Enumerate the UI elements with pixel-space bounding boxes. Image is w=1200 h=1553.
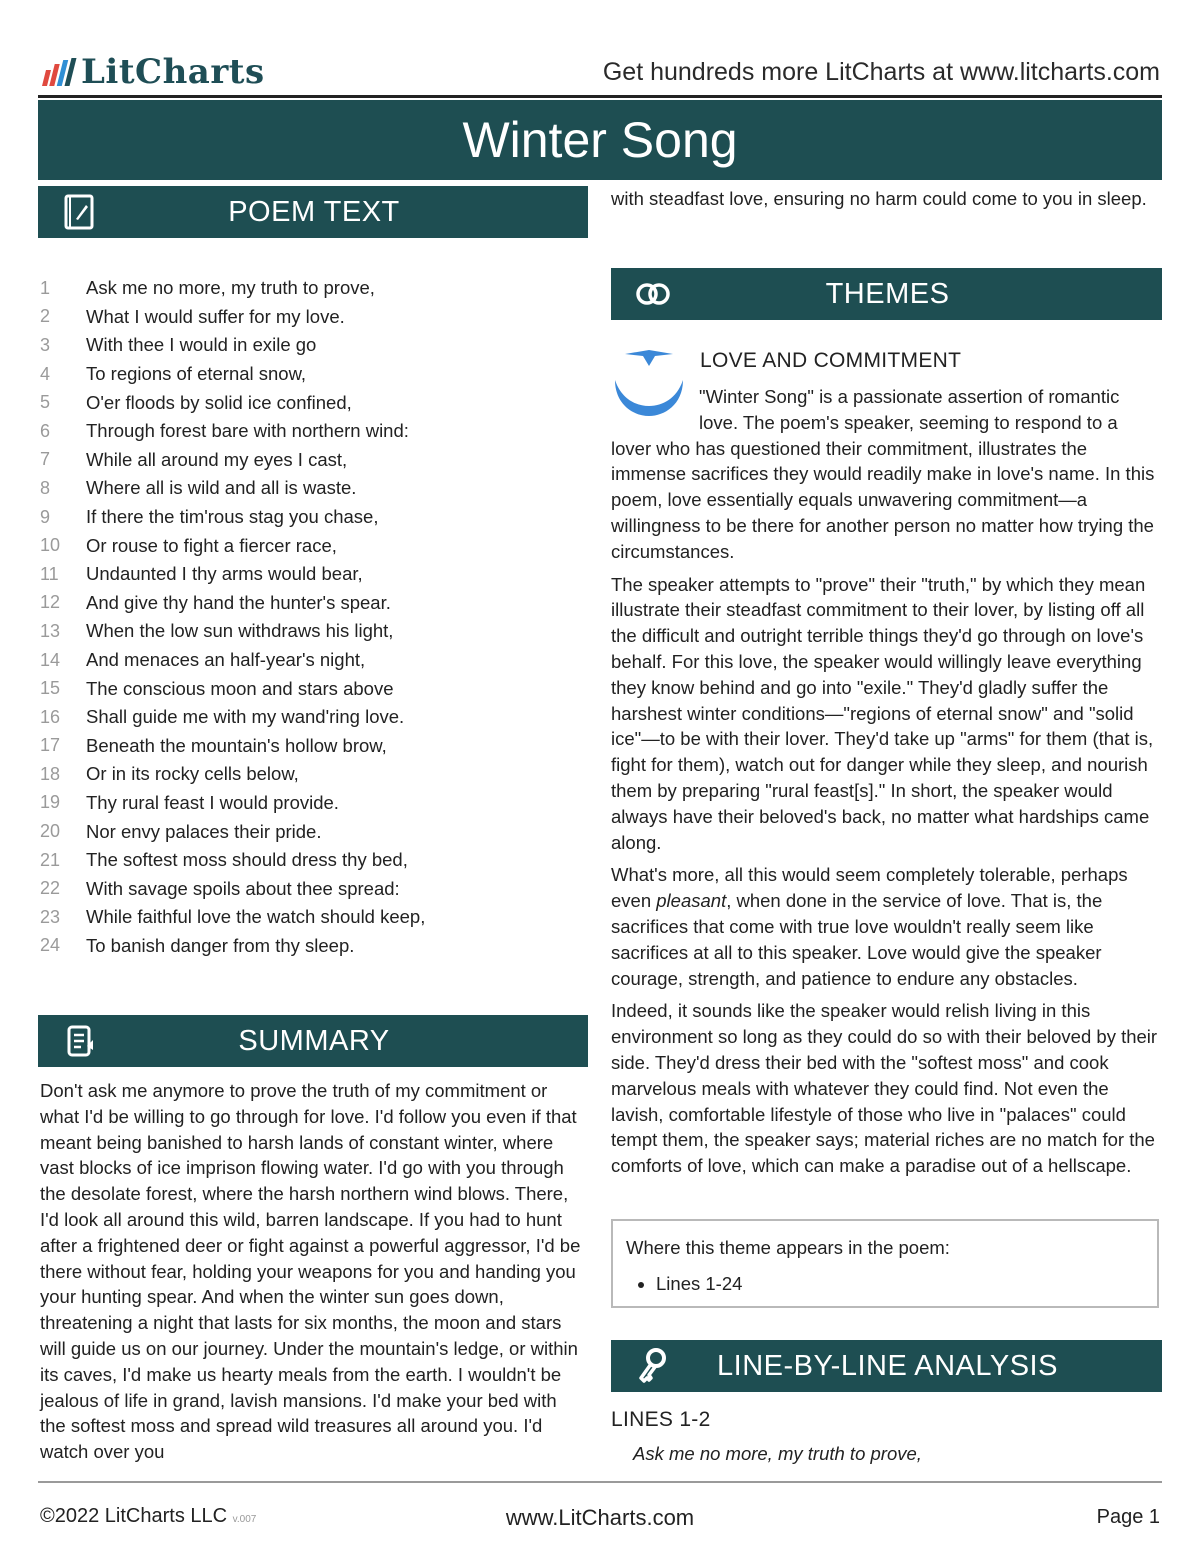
poem-line bbox=[40, 874, 580, 903]
key-icon bbox=[633, 1346, 673, 1386]
poem-line-text: With thee I would in exile go bbox=[86, 334, 317, 356]
theme-paragraph: The speaker attempts to "prove" their "truth," by which they mean illustrate their steadfast commitment to their lover, by listing off all the difficult and outright terrible things they'd go through on love's behalf. For this love, the speaker would willingly leave everything they know behind and go into "exile." They'd gladly suffer the harshest winter conditions—"regions of eternal snow" and "solid ice"—to be with their lover. They'd take up "arms" for them (that is, fight for them), watch out for danger while they sleep, and nourish them by preparing "rural feast[s]." In short, the speaker would always have their beloved's back, no matter what hardships came along. bbox=[611, 573, 1154, 853]
page-title: Winter Song bbox=[38, 100, 1162, 180]
poem-line bbox=[40, 760, 580, 789]
poem-line-text: Shall guide me with my wand'ring love. bbox=[86, 706, 405, 728]
poem-line bbox=[40, 846, 580, 875]
footer-url bbox=[0, 1505, 1200, 1531]
poem-text bbox=[40, 274, 580, 960]
poem-line-text: Thy rural feast I would provide. bbox=[86, 791, 339, 813]
line-number: 12 bbox=[40, 592, 61, 613]
line-number: 22 bbox=[40, 878, 61, 899]
poem-line-text: Ask me no more, my truth to prove, bbox=[86, 277, 375, 299]
poem-line-text: Through forest bare with northern wind: bbox=[86, 420, 409, 442]
line-number: 17 bbox=[40, 735, 61, 756]
section-title: LINE-BY-LINE ANALYSIS bbox=[717, 1349, 1058, 1382]
poem-line-text: While faithful love the watch should keep, bbox=[86, 906, 426, 928]
theme-body bbox=[611, 384, 1159, 1186]
version-text: v.007 bbox=[232, 1514, 257, 1525]
poem-line-text: When the low sun withdraws his light, bbox=[86, 620, 394, 642]
theme-appearances-heading: Where this theme appears in the poem: bbox=[626, 1237, 950, 1258]
poem-line-text: While all around my eyes I cast, bbox=[86, 448, 348, 470]
poem-line bbox=[40, 531, 580, 560]
theme-paragraph-text: What's more, all this would seem completely tolerable, perhaps even bbox=[611, 864, 1128, 912]
theme-appearance-link[interactable]: • Lines 1-24 bbox=[656, 1273, 742, 1295]
theme-appearances-box bbox=[611, 1219, 1159, 1308]
section-header-poem-text bbox=[38, 186, 588, 238]
poem-line bbox=[40, 932, 580, 961]
poem-line bbox=[40, 589, 580, 618]
analysis-lines-label: LINES 1-2 bbox=[611, 1408, 711, 1431]
theme-paragraph: Indeed, it sounds like the speaker would relish living in this environment so long as they could do so with their beloved by their side. They'd dress their bed with the "softest moss" and cook marvelous meals with whatever they could find. Not even the lavish, comfortable lifestyle of those who live in "palaces" could tempt them, the speaker says; material riches are no match for the comforts of love, which can make a paradise out of a hellscape. bbox=[611, 1000, 1158, 1177]
poem-line bbox=[40, 474, 580, 503]
header-rule bbox=[38, 95, 1162, 98]
poem-line bbox=[40, 703, 580, 732]
line-number: 13 bbox=[40, 620, 61, 641]
line-number: 20 bbox=[40, 821, 61, 842]
page-number: Page 1 bbox=[1096, 1506, 1160, 1528]
line-number: 2 bbox=[40, 306, 51, 327]
logo-text: LitCharts bbox=[81, 52, 265, 92]
poem-line-text: Nor envy palaces their pride. bbox=[86, 820, 322, 842]
poem-line bbox=[40, 789, 580, 818]
theme-title: LOVE AND COMMITMENT bbox=[700, 349, 962, 372]
poem-line-text: What I would suffer for my love. bbox=[86, 305, 345, 327]
poem-line-text: And menaces an half-year's night, bbox=[86, 649, 366, 671]
line-number: 5 bbox=[40, 392, 51, 413]
poem-line-text: With savage spoils about thee spread: bbox=[86, 877, 400, 899]
poem-line bbox=[40, 360, 580, 389]
poem-line bbox=[40, 331, 580, 360]
section-header-analysis bbox=[611, 1340, 1162, 1392]
poem-line-text: The conscious moon and stars above bbox=[86, 677, 394, 699]
line-number: 11 bbox=[40, 563, 59, 584]
line-number: 10 bbox=[40, 535, 61, 556]
theme-paragraph bbox=[611, 384, 1159, 565]
rings-icon bbox=[633, 274, 673, 314]
section-title: THEMES bbox=[825, 277, 950, 310]
line-number: 7 bbox=[40, 449, 51, 470]
analysis-quote: Ask me no more, my truth to prove, bbox=[633, 1443, 922, 1464]
line-number: 15 bbox=[40, 678, 61, 699]
line-number: 23 bbox=[40, 906, 61, 927]
poem-line bbox=[40, 560, 580, 589]
litcharts-logo[interactable] bbox=[44, 52, 265, 92]
section-header-themes bbox=[611, 268, 1162, 320]
book-icon bbox=[60, 192, 100, 232]
logo-bars-icon bbox=[44, 58, 73, 86]
poem-line-text: To banish danger from thy sleep. bbox=[86, 934, 355, 956]
poem-line-text: Beneath the mountain's hollow brow, bbox=[86, 734, 387, 756]
poem-line bbox=[40, 446, 580, 475]
poem-line-text: Undaunted I thy arms would bear, bbox=[86, 563, 363, 585]
poem-line bbox=[40, 903, 580, 932]
line-number: 1 bbox=[40, 277, 51, 298]
summary-continued-text: with steadfast love, ensuring no harm could come to you in sleep. bbox=[611, 188, 1147, 209]
line-number: 8 bbox=[40, 477, 51, 498]
poem-line bbox=[40, 732, 580, 761]
poem-line bbox=[40, 303, 580, 332]
line-number: 16 bbox=[40, 706, 61, 727]
section-title: POEM TEXT bbox=[228, 195, 400, 228]
header-tagline[interactable]: Get hundreds more LitCharts at www.litcharts.com bbox=[602, 58, 1160, 86]
poem-line-text: The softest moss should dress thy bed, bbox=[86, 849, 408, 871]
theme-paragraph-text: , when done in the service of love. That is, the sacrifices that come with true love wouldn't really seem like sacrifices at all to this speaker. Love would give the speaker courage, strength, and patience to endure any obstacles. bbox=[611, 890, 1103, 989]
poem-line-text: To regions of eternal snow, bbox=[86, 363, 307, 385]
theme-paragraph bbox=[611, 862, 1159, 991]
poem-line-text: O'er floods by solid ice confined, bbox=[86, 391, 352, 413]
poem-line-text: If there the tim'rous stag you chase, bbox=[86, 506, 379, 528]
line-number: 9 bbox=[40, 506, 51, 527]
poem-line bbox=[40, 388, 580, 417]
line-number: 18 bbox=[40, 763, 61, 784]
poem-line-text: Or rouse to fight a fiercer race, bbox=[86, 534, 337, 556]
line-number: 14 bbox=[40, 649, 61, 670]
line-number: 24 bbox=[40, 935, 61, 956]
theme-paragraph-text: "Winter Song" is a passionate assertion of romantic love. The poem's speaker, seeming to respond to a lover who has questioned their commitment, illustrates the immense sacrifices they would readily make in love's name. In this poem, love essentially equals unwavering commitment—a willingness to be there for another person no matter how trying the circumstances. bbox=[611, 386, 1155, 562]
poem-line bbox=[40, 503, 580, 532]
line-number: 21 bbox=[40, 849, 61, 870]
poem-line-text: And give thy hand the hunter's spear. bbox=[86, 591, 391, 613]
theme-appearances-list bbox=[626, 1273, 742, 1295]
line-number: 4 bbox=[40, 363, 51, 384]
footer-url-link[interactable]: www.LitCharts.com bbox=[505, 1505, 695, 1530]
line-number: 3 bbox=[40, 334, 51, 355]
poem-line bbox=[40, 646, 580, 675]
poem-line bbox=[40, 617, 580, 646]
poem-line-text: Or in its rocky cells below, bbox=[86, 763, 299, 785]
summary-text: Don't ask me anymore to prove the truth of my commitment or what I'd be willing to go through for love. I'd follow you even if that meant being banished to harsh lands of constant winter, where vast blocks of ice imprison flowing water. I'd go with you through the desolate forest, where the harsh northern wind blows. There, I'd look all around this wild, barren landscape. If you had to hunt after a frightened deer or fight against a powerful aggressor, I'd be there without fear, holding your weapons for you and handing you your hunting spear. And when the winter sun goes down, threatening a night that lasts for six months, the moon and stars will guide us on our journey. Under the mountain's ledge, or within its caves, I'd make us hearty meals from the earth. I wouldn't be jealous of life in grand, lavish mansions. I'd make your bed with the softest moss and spread wild treasures all around you. I'd watch over you bbox=[40, 1080, 581, 1463]
footer-rule bbox=[38, 1481, 1162, 1483]
icon-float-spacer bbox=[611, 384, 699, 428]
copyright-text: ©2022 LitCharts LLC bbox=[40, 1505, 228, 1527]
poem-line bbox=[40, 417, 580, 446]
section-title: SUMMARY bbox=[238, 1024, 390, 1057]
poem-line bbox=[40, 274, 580, 303]
poem-line bbox=[40, 674, 580, 703]
section-header-summary bbox=[38, 1015, 588, 1067]
poem-line bbox=[40, 817, 580, 846]
line-number: 6 bbox=[40, 420, 51, 441]
line-number: 19 bbox=[40, 792, 61, 813]
notes-icon bbox=[60, 1021, 100, 1061]
emphasis-text: pleasant bbox=[656, 890, 727, 912]
poem-line-text: Where all is wild and all is waste. bbox=[86, 477, 357, 499]
